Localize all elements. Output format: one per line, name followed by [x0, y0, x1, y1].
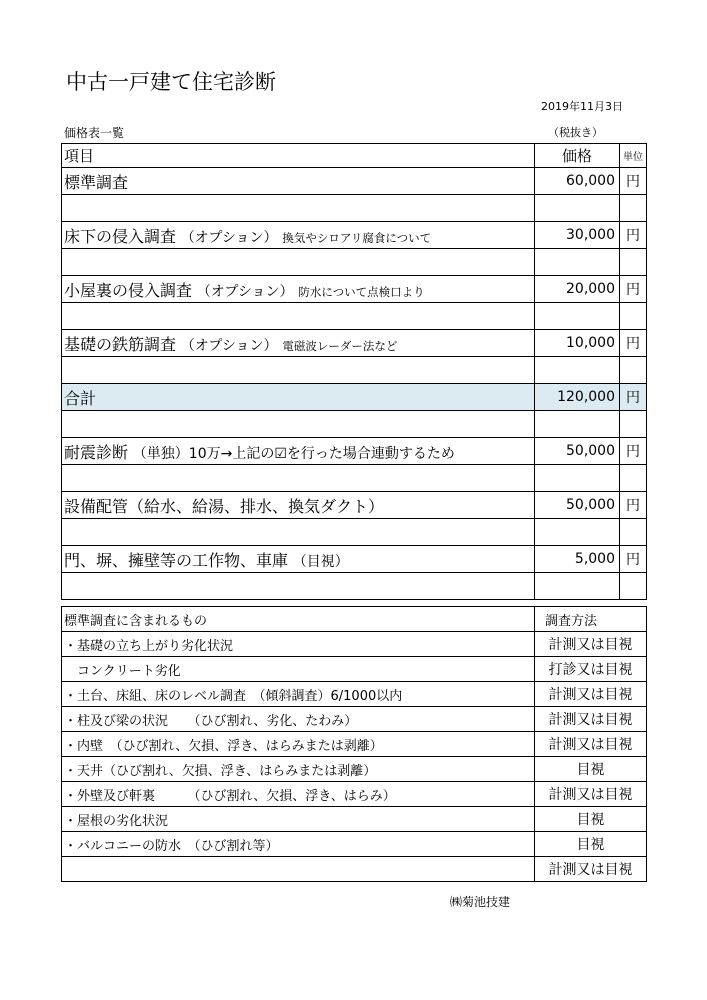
inspection-item: ・天井（ひび割れ、欠損、浮き、はらみまたは剥離） — [62, 757, 535, 782]
column-header-item: 項目 — [62, 144, 535, 168]
inspection-method: 計測又は目視 — [535, 732, 647, 757]
inspection-item — [62, 857, 535, 882]
price-row — [62, 222, 647, 249]
inspection-item: ・外壁及び軒裏 （ひび割れ、欠損、浮き、はらみ） — [62, 782, 535, 807]
item-price: 10,000 — [535, 330, 620, 357]
inspection-method: 目視 — [535, 832, 647, 857]
item-unit: 円 — [620, 168, 647, 195]
column-header-unit: 単位 — [620, 144, 647, 168]
spacer-row — [62, 357, 647, 384]
inspection-row — [62, 807, 647, 832]
inspection-item: ・土台、床組、床のレベル調査 （傾斜調査）6/1000以内 — [62, 682, 535, 707]
inspection-table — [61, 606, 647, 882]
item-unit: 円 — [620, 330, 647, 357]
item-unit: 円 — [620, 276, 647, 303]
inspection-row — [62, 657, 647, 682]
item-name: 耐震診断 — [64, 442, 129, 462]
total-price: 120,000 — [535, 384, 620, 411]
inspection-table-header — [62, 607, 647, 632]
item-option: （オプション） — [196, 283, 294, 300]
item-note: 防水について点検口より — [298, 284, 425, 299]
inspection-item: コンクリート劣化 — [62, 657, 535, 682]
item-unit: 円 — [620, 546, 647, 573]
price-list-subtitle: 価格表一覧 — [64, 126, 125, 140]
column-header-price: 価格 — [535, 144, 620, 168]
item-name: 床下の侵入調査 — [64, 226, 177, 246]
item-price: 50,000 — [535, 438, 620, 465]
spacer-row — [62, 411, 647, 438]
spacer-row — [62, 519, 647, 546]
item-unit: 円 — [620, 438, 647, 465]
total-unit: 円 — [620, 384, 647, 411]
inspection-row — [62, 832, 647, 857]
item-price: 60,000 — [535, 168, 620, 195]
price-row — [62, 492, 647, 519]
page-title: 中古一戸建て住宅診断 — [66, 70, 276, 94]
item-note: 電磁波レーダー法など — [282, 338, 398, 353]
document-date: 2019年11月3日 — [541, 100, 623, 113]
item-price: 20,000 — [535, 276, 620, 303]
item-option: （目視） — [292, 553, 349, 570]
tax-note: （税抜き） — [548, 126, 603, 139]
spacer-row — [62, 303, 647, 330]
inspection-item: ・バルコニーの防水 （ひび割れ等） — [62, 832, 535, 857]
inspection-item: ・屋根の劣化状況 — [62, 807, 535, 832]
price-row — [62, 330, 647, 357]
item-unit: 円 — [620, 222, 647, 249]
inspection-method: 計測又は目視 — [535, 682, 647, 707]
item-name: 標準調査 — [64, 172, 129, 192]
item-option: （オプション） — [180, 229, 278, 246]
item-name: 門、塀、擁壁等の工作物、車庫 — [64, 550, 289, 570]
item-note: 換気やシロアリ腐食について — [282, 230, 432, 245]
inspection-row — [62, 732, 647, 757]
item-price: 5,000 — [535, 546, 620, 573]
inspection-row — [62, 857, 647, 882]
inspection-item: ・内壁 （ひび割れ、欠損、浮き、はらみまたは剥離） — [62, 732, 535, 757]
inspection-item: ・基礎の立ち上がり劣化状況 — [62, 632, 535, 657]
inspection-method: 計測又は目視 — [535, 632, 647, 657]
item-price: 30,000 — [535, 222, 620, 249]
item-option: （単独）10万→上記の☑を行った場合連動するため — [132, 445, 455, 462]
item-option: （オプション） — [180, 337, 278, 354]
item-price: 50,000 — [535, 492, 620, 519]
inspection-row — [62, 707, 647, 732]
inspection-method: 計測又は目視 — [535, 782, 647, 807]
inspection-method: 打診又は目視 — [535, 657, 647, 682]
item-name: 基礎の鉄筋調査 — [64, 334, 177, 354]
item-name: 小屋裏の侵入調査 — [64, 280, 193, 300]
inspection-row — [62, 757, 647, 782]
item-name: 設備配管（給水、給湯、排水、換気ダクト） — [64, 496, 385, 516]
spacer-row — [62, 465, 647, 492]
total-label: 合計 — [64, 388, 97, 408]
inspection-method: 計測又は目視 — [535, 707, 647, 732]
spacer-row — [62, 195, 647, 222]
inspection-item: ・柱及び梁の状況 （ひび割れ、劣化、たわみ） — [62, 707, 535, 732]
inspection-method: 計測又は目視 — [535, 857, 647, 882]
inspection-method: 目視 — [535, 757, 647, 782]
column-header-method: 調査方法 — [535, 607, 647, 632]
price-row — [62, 546, 647, 573]
price-row — [62, 276, 647, 303]
inspection-row — [62, 782, 647, 807]
item-unit: 円 — [620, 492, 647, 519]
column-header-included-items: 標準調査に含まれるもの — [62, 607, 535, 632]
spacer-row — [62, 573, 647, 600]
price-table — [61, 143, 647, 600]
price-table-header — [62, 144, 647, 168]
price-row — [62, 168, 647, 195]
spacer-row — [62, 249, 647, 276]
inspection-row — [62, 682, 647, 707]
company-name: ㈱菊池技建 — [450, 895, 511, 909]
price-row — [62, 438, 647, 465]
inspection-row — [62, 632, 647, 657]
total-row — [62, 384, 647, 411]
inspection-method: 目視 — [535, 807, 647, 832]
